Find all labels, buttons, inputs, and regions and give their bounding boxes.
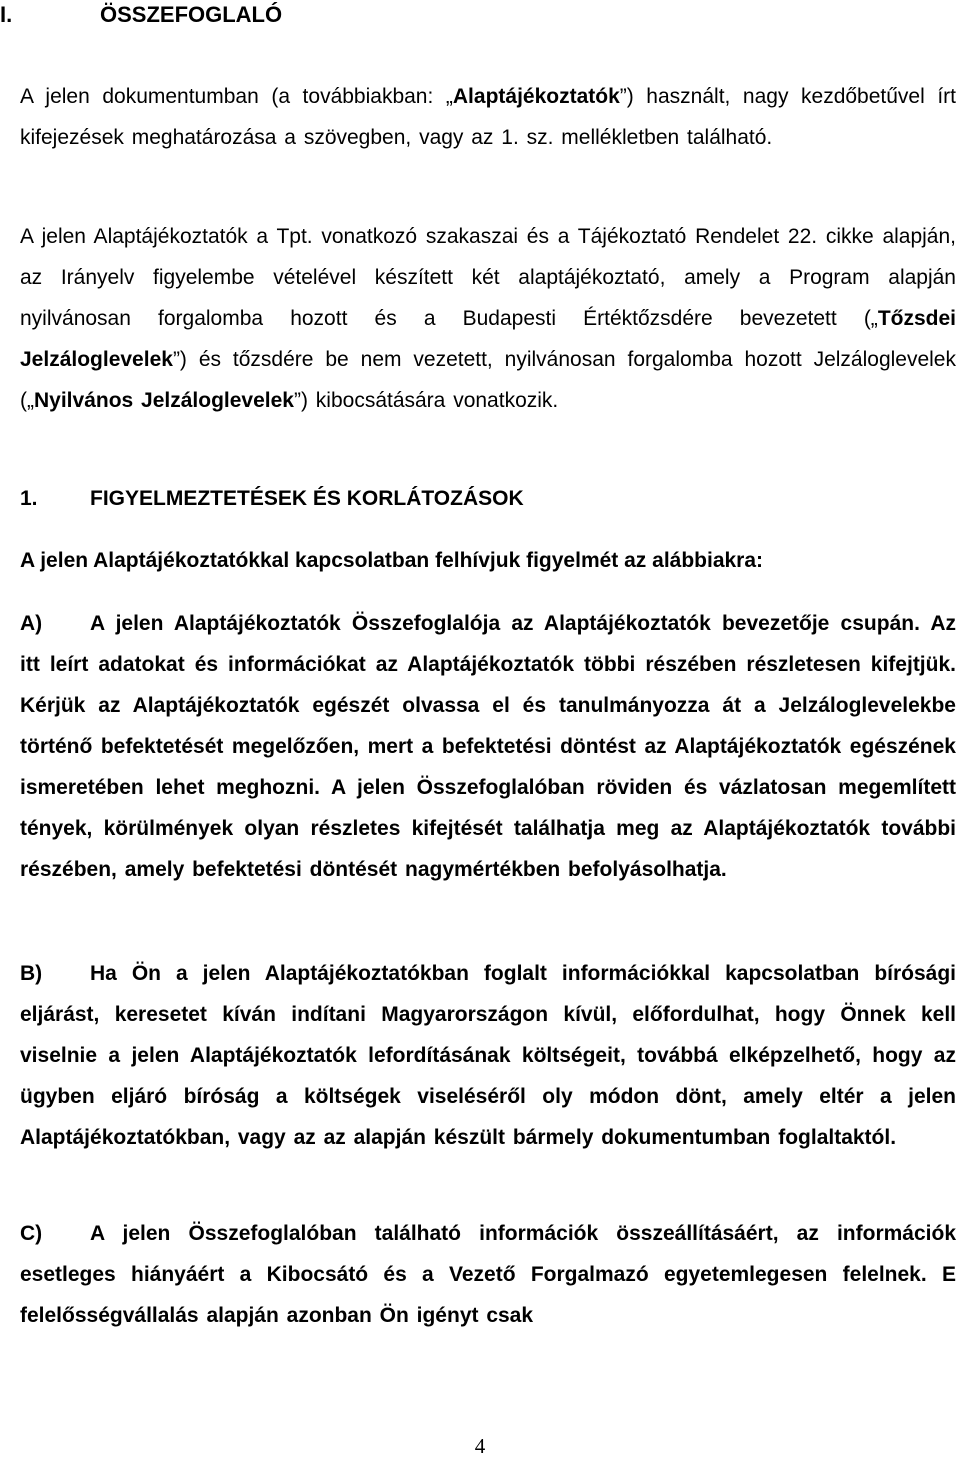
page-number: 4	[474, 1434, 486, 1458]
item-c-text: A jelen Összefoglalóban található információk összeállításáért, az információk esetleges hiányáért a Kibocsátó és a Vezető Forgalmazó egyetemlegesen felelnek. E felelősségvállalás alapján azonban Ön igényt csak	[20, 1222, 956, 1327]
chapter-title: ÖSSZEFOGLALÓ	[100, 2, 283, 27]
section-intro: A jelen Alaptájékoztatókkal kapcsolatban felhívjuk figyelmét az alábbiakra:	[20, 549, 764, 572]
intro-text-1: A jelen dokumentumban (a továbbiakban: „	[20, 85, 453, 108]
item-b-text: Ha Ön a jelen Alaptájékoztatókban foglalt információkkal kapcsolatban bírósági eljárást, keresetet kíván indítani Magyarországon kívül, előfordulhat, hogy Önnek kell viselnie a jelen Alaptájékoztatók lefordításának költségeit, továbbá elképzelhető, hogy az ügyben eljáró bíróság a költségek viseléséről oly módon dönt, amely eltér a jelen Alaptájékoztatókban, vagy az az alapján készült bármely dokumentumban foglaltaktól.	[20, 962, 956, 1149]
item-b-label: B)	[20, 962, 43, 985]
intro-text-2: ”) használt, nagy kezdőbetűvel írt kifejezések meghatározása a szövegben, vagy az 1. sz. mellékletben található.	[20, 85, 956, 149]
intro-paragraph	[20, 76, 956, 158]
section-number: 1.	[20, 487, 38, 510]
scope-text-2: ”) és tőzsdére be nem vezetett, nyilvánosan forgalomba hozott Jelzáloglevelek („	[20, 348, 956, 412]
scope-text-3: ”) kibocsátására vonatkozik.	[293, 389, 559, 412]
item-c-label: C)	[20, 1222, 43, 1245]
chapter-number: I.	[0, 2, 13, 27]
item-c	[20, 1213, 956, 1336]
scope-text-1: A jelen Alaptájékoztatók a Tpt. vonatkozó szakaszai és a Tájékoztató Rendelet 22. cikke alapján, az Irányelv figyelembe vételével készített két alaptájékoztató, amely a Program alapján nyilvánosan forgalomba hozott és a Budapesti Értéktőzsdére bevezetett („	[20, 225, 956, 330]
scope-paragraph	[20, 216, 956, 421]
defined-term-nyilvanos-jelzaloglevelek: Nyilvános Jelzáloglevelek	[34, 389, 294, 412]
item-a-label: A)	[20, 612, 43, 635]
item-b	[20, 953, 956, 1158]
section-title: FIGYELMEZTETÉSEK ÉS KORLÁTOZÁSOK	[90, 487, 524, 510]
defined-term-alaptajekoztatok: Alaptájékoztatók	[452, 85, 620, 108]
defined-term-tozsdei-jelzaloglevelek: Tőzsdei Jelzáloglevelek	[20, 307, 956, 371]
item-a-text: A jelen Alaptájékoztatók Összefoglalója az Alaptájékoztatók bevezetője csupán. Az itt leírt adatokat és információkat az Alaptájékoztatók többi részében részletesen kifejtjük. Kérjük az Alaptájékoztatók egészét olvassa el és tanulmányozza át a Jelzáloglevelekbe történő befektetését megelőzően, mert a befektetési döntést az Alaptájékoztatók egészének ismeretében lehet meghozni. A jelen Összefoglalóban röviden és vázlatosan megemlített tények, körülmények olyan részletes kifejtését találhatja meg az Alaptájékoztatók további részében, amely befektetési döntését nagymértékben befolyásolhatja.	[20, 612, 956, 881]
chapter-heading	[0, 0, 960, 34]
section-heading	[20, 478, 956, 519]
item-a	[20, 603, 956, 890]
